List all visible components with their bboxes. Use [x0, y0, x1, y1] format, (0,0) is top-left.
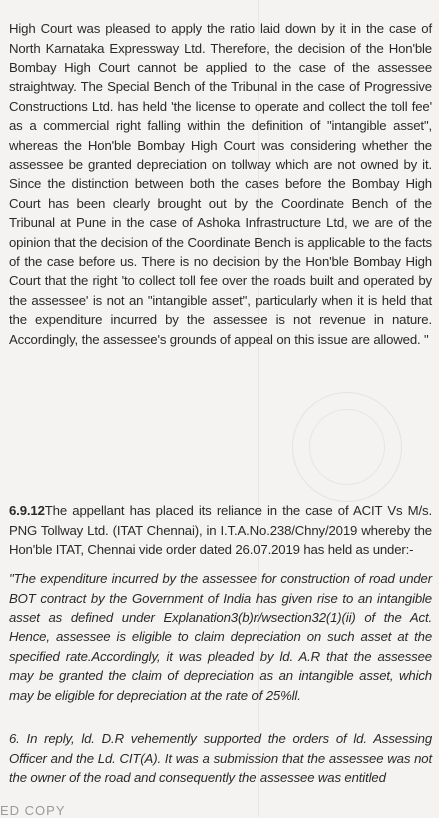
paragraph-number: 6.9.12	[9, 503, 45, 519]
paragraph-quote-continuation: High Court was pleased to apply the ratio laid down by it in the case of North Karnataka Expressway Ltd. Therefore, the decision of the Hon'ble Bombay High Court cannot be applied to the case of the assessee straightway. The Special Bench of the Tribunal in the case of Progressive Constructions Ltd. has held 'the license to operate and collect the toll fee' as a commercial right falling within the definition of "intangible asset", whereas the Hon'ble Bombay High Court was considering whether the assessee be granted depreciation on tollway which are not owned by it. Since the distinction between both the cases before the Bombay High Court has been clearly brought out by the Coordinate Bench of the Tribunal at Pune in the case of Ashoka Infrastructure Ltd, we are of the opinion that the decision of the Coordinate Bench is applicable to the facts of the case before us. There is no decision by the Hon'ble Bombay High Court that the right 'to collect toll fee over the roads built and operated by the assessee' is not an "intangible asset", particularly when it is held that the expenditure incurred by the assessee is not revenue in nature. Accordingly, the assessee's grounds of appeal on this issue are allowed. "	[9, 21, 432, 347]
watermark-seal	[292, 392, 402, 502]
paragraph-6-9-12	[9, 501, 432, 559]
footer-stamp-text: ED COPY	[0, 803, 66, 818]
paragraph-body: The appellant has placed its reliance in the case of ACIT Vs M/s. PNG Tollway Ltd. (ITAT Chennai), in I.T.A.No.238/Chny/2019 whereby the Hon'ble ITAT, Chennai vide order dated 26.07.2019 has held as under:-	[9, 503, 432, 557]
quoted-order-paragraph-6: 6. In reply, ld. D.R vehemently supported the orders of ld. Assessing Officer and the Ld. CIT(A). It was a submission that the assessee was not the owner of the road and consequently the assessee was entitled	[9, 731, 432, 785]
quoted-order-paragraph: "The expenditure incurred by the assessee for construction of road under BOT contract by the Government of India has given rise to an intangible asset as defined under Explanation3(b)r/wsection32(1)(ii) of the Act. Hence, assessee is eligible to claim depreciation on such asset at the specified rate.Accordingly, it was pleaded by ld. A.R that the assessee may be granted the claim of depreciation as an intangible asset, which may be eligible for depreciation at the rate of 25%ll.	[9, 571, 432, 703]
